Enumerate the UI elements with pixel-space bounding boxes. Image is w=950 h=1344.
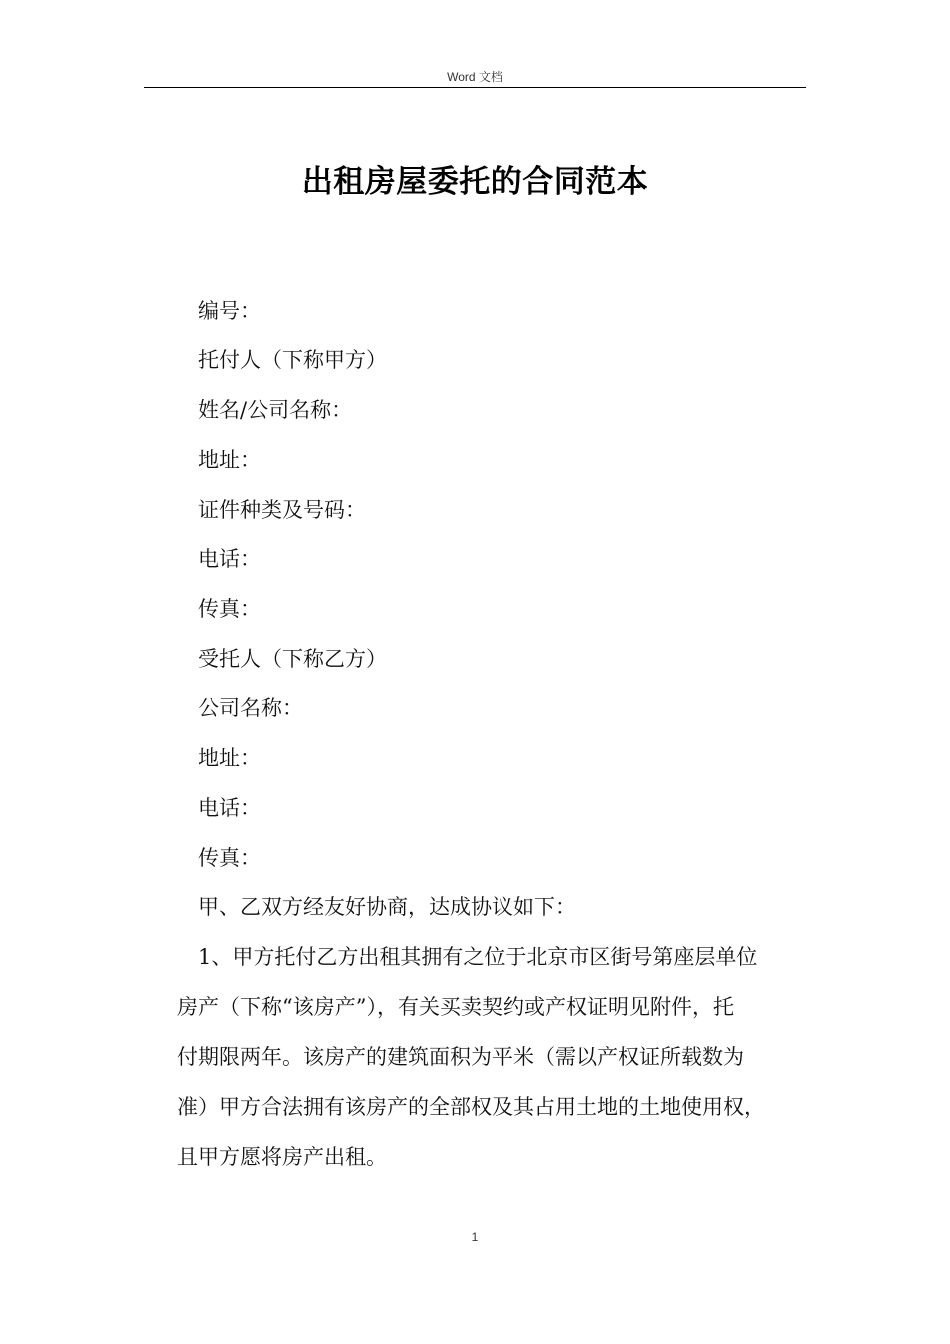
field-agent-phone: 电话： bbox=[198, 796, 261, 820]
document-title: 出租房屋委托的合同范本 bbox=[301, 164, 649, 200]
agreement-intro: 甲、乙双方经友好协商，达成协议如下： bbox=[198, 895, 576, 919]
clause-1-line: 付期限两年。该房产的建筑面积为平米（需以产权证所载数为 bbox=[177, 1045, 744, 1069]
field-id-type-number: 证件种类及号码： bbox=[198, 498, 366, 522]
field-agent: 受托人（下称乙方） bbox=[198, 647, 387, 671]
clause-1-line: 1、甲方托付乙方出租其拥有之位于北京市区街号第座层单位 bbox=[198, 945, 758, 969]
page-header-text: Word 文档 bbox=[447, 70, 503, 84]
clause-1-line: 房产（下称“该房产”），有关买卖契约或产权证明见附件，托 bbox=[177, 995, 734, 1019]
field-agent-fax: 传真： bbox=[198, 846, 261, 870]
clause-1-paragraph bbox=[177, 932, 807, 1182]
field-agent-address: 地址： bbox=[198, 746, 261, 770]
clause-1-line: 准）甲方合法拥有该房产的全部权及其占用土地的土地使用权， bbox=[177, 1095, 765, 1119]
field-principal-phone: 电话： bbox=[198, 547, 261, 571]
field-principal: 托付人（下称甲方） bbox=[198, 348, 387, 372]
clause-1-line: 且甲方愿将房产出租。 bbox=[177, 1145, 387, 1169]
field-principal-name: 姓名/公司名称： bbox=[198, 398, 353, 422]
field-number: 编号： bbox=[198, 299, 261, 323]
header-divider bbox=[144, 87, 806, 88]
field-principal-fax: 传真： bbox=[198, 597, 261, 621]
page-number: 1 bbox=[471, 1230, 479, 1244]
field-agent-company: 公司名称： bbox=[198, 696, 303, 720]
field-principal-address: 地址： bbox=[198, 448, 261, 472]
